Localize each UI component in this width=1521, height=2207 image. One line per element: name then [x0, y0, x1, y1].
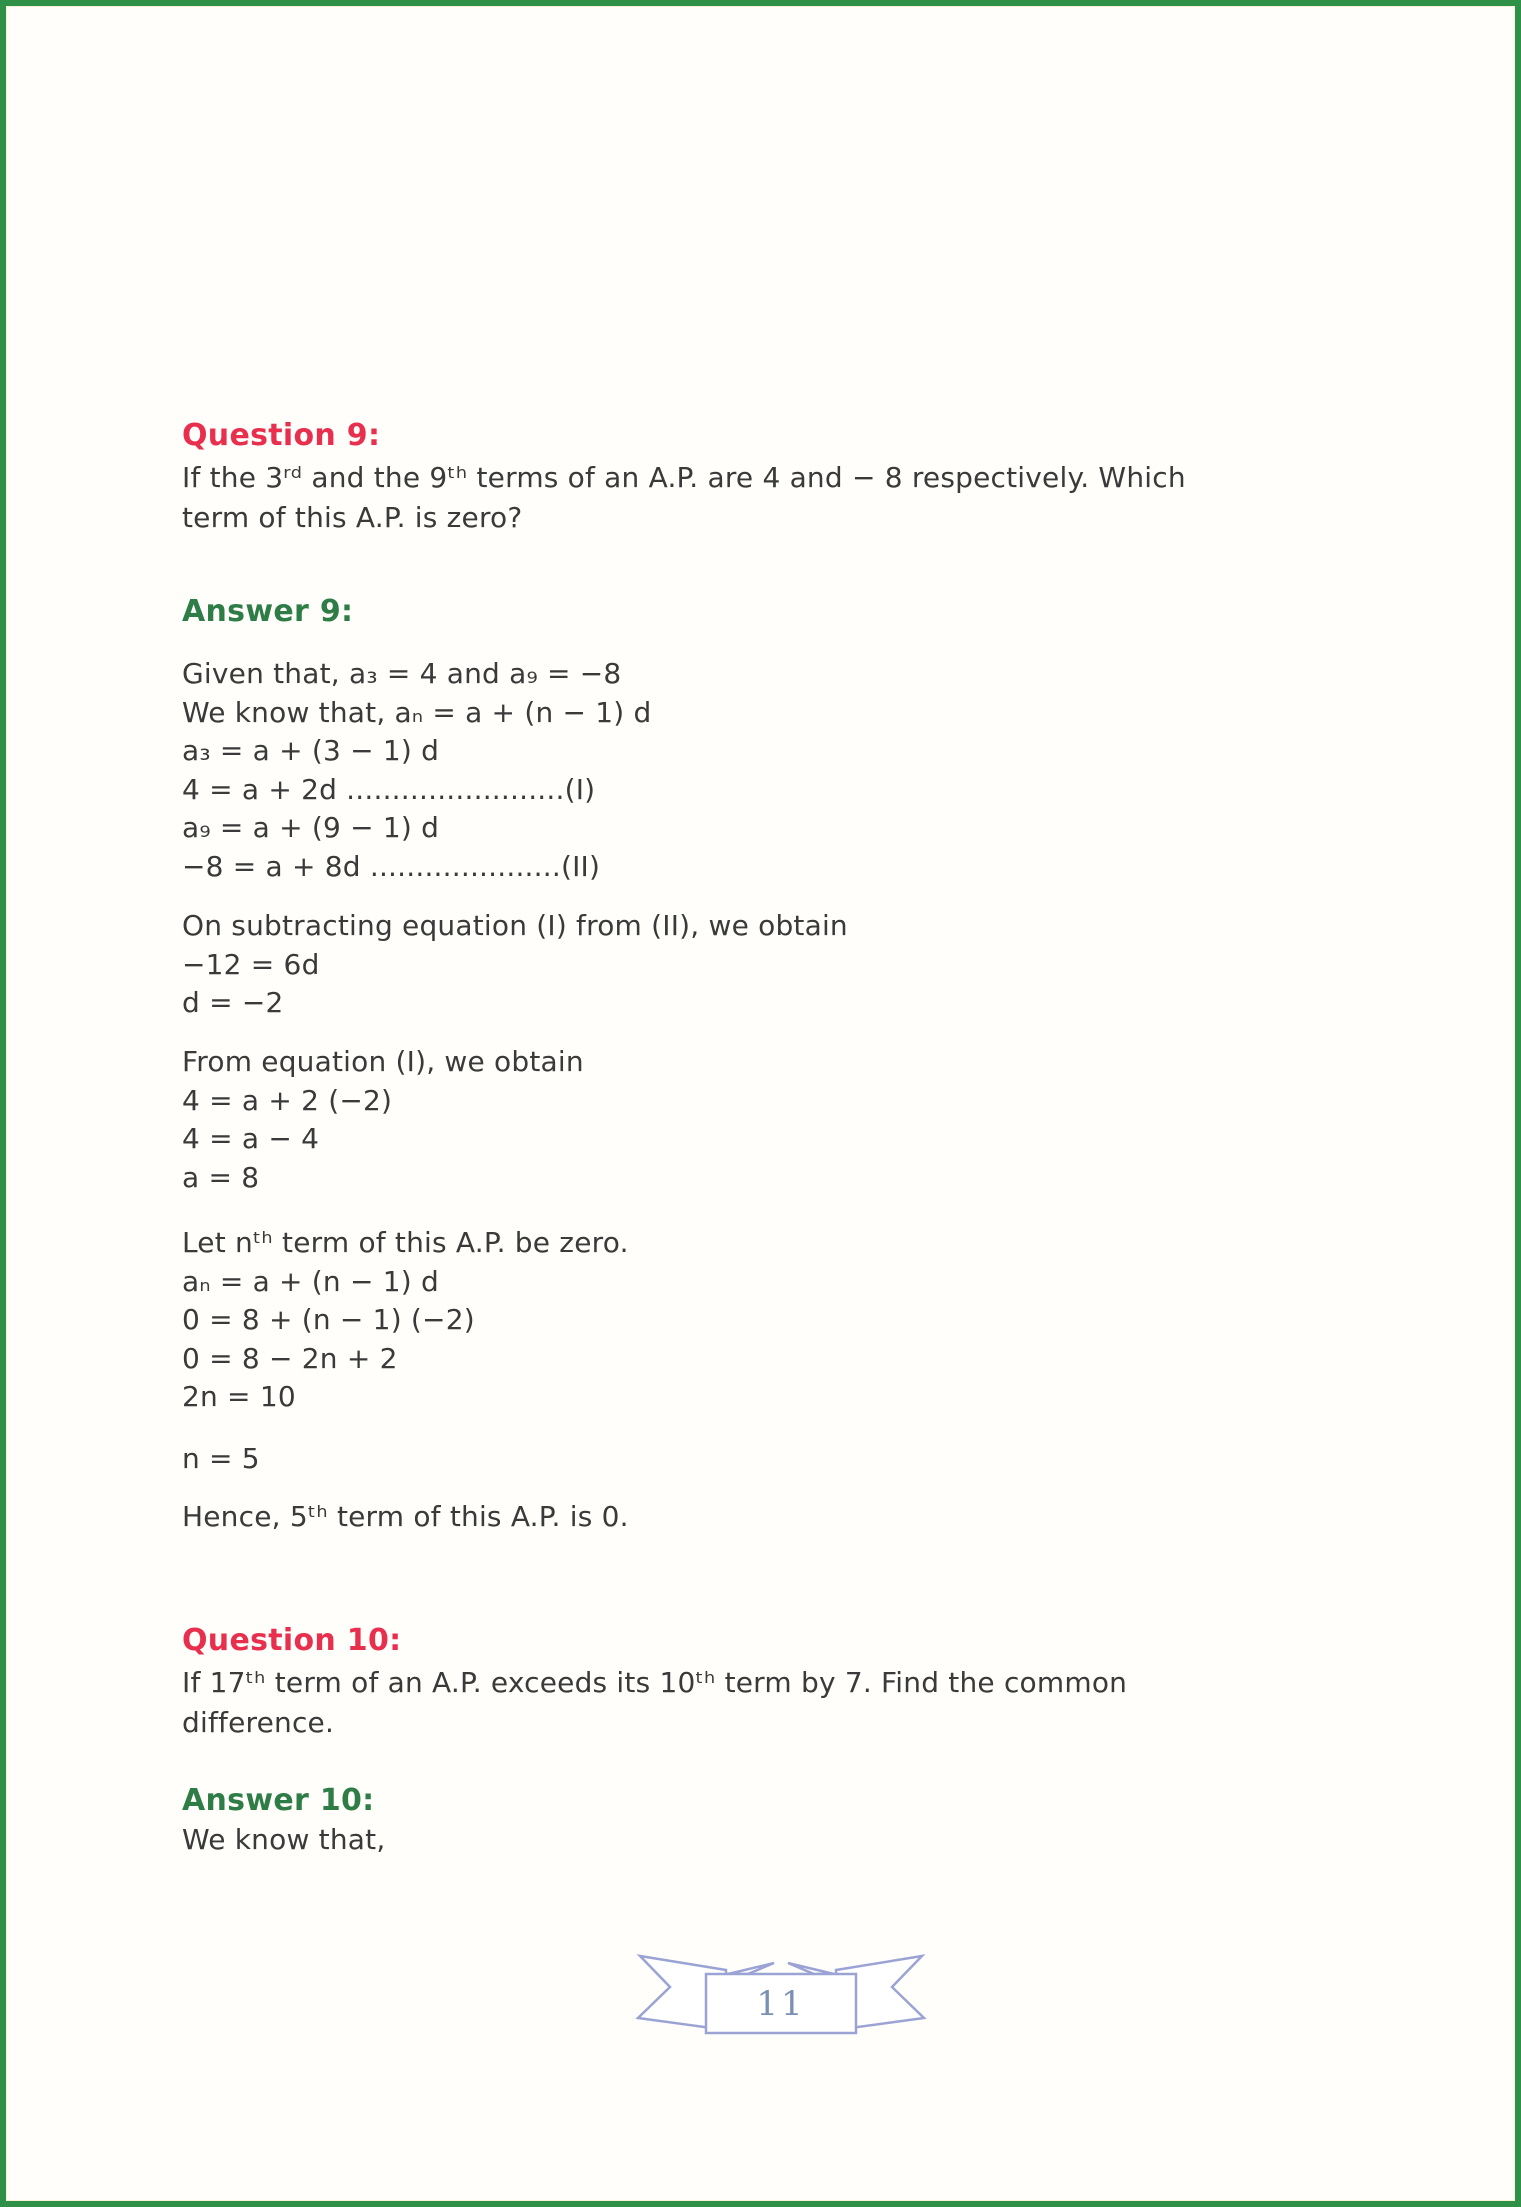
answer-10-line: We know that, — [182, 1823, 386, 1856]
equation-line: 4 = a − 4 — [182, 1122, 320, 1155]
answer-9-paragraph-1 — [182, 655, 1435, 886]
question-9-text — [182, 458, 1435, 538]
question-9-line: If the 3ʳᵈ and the 9ᵗʰ terms of an A.P. are 4 and − 8 respectively. Which — [182, 461, 1186, 494]
equation-line: 0 = 8 − 2n + 2 — [182, 1341, 398, 1375]
equation-line: 4 = a + 2 (−2) — [182, 1083, 393, 1117]
equation-line: 2n = 10 — [182, 1380, 296, 1413]
answer-9-paragraph-5 — [182, 1440, 1435, 1479]
equation-line: n = 5 — [182, 1442, 260, 1475]
question-10-line: If 17ᵗʰ term of an A.P. exceeds its 10ᵗʰ term by 7. Find the common — [182, 1666, 1128, 1699]
equation-line: aₙ = a + (n − 1) d — [182, 1264, 439, 1298]
equation-line: a = 8 — [182, 1160, 260, 1194]
answer-9-paragraph-3 — [182, 1043, 1435, 1197]
equation-line: On subtracting equation (I) from (II), we obtain — [182, 909, 848, 942]
answer-9-paragraph-4 — [182, 1224, 1435, 1417]
answer-9-conclusion — [182, 1498, 1435, 1537]
equation-line: −12 = 6d — [182, 947, 320, 981]
answer-10-text — [182, 1821, 1435, 1860]
page-number: 11 — [756, 1983, 806, 2024]
question-10-line: difference. — [182, 1706, 335, 1739]
equation-line: 0 = 8 + (n − 1) (−2) — [182, 1303, 475, 1336]
answer-9-heading: Answer 9: — [182, 594, 354, 629]
equation-line: Given that, a₃ = 4 and a₉ = −8 — [182, 657, 622, 690]
question-9-heading: Question 9: — [182, 418, 381, 453]
equation-line: −8 = a + 8d .....................(II) — [182, 849, 601, 883]
equation-line: From equation (I), we obtain — [182, 1045, 584, 1078]
conclusion-line: Hence, 5ᵗʰ term of this A.P. is 0. — [182, 1500, 629, 1533]
question-9-line: term of this A.P. is zero? — [182, 501, 523, 534]
answer-9-heading-block — [182, 594, 1435, 629]
equation-line: We know that, aₙ = a + (n − 1) d — [182, 695, 652, 729]
question-10-text — [182, 1663, 1435, 1743]
answer-10-heading: Answer 10: — [182, 1783, 375, 1818]
equation-line: a₉ = a + (9 − 1) d — [182, 811, 440, 844]
equation-line: a₃ = a + (3 − 1) d — [182, 734, 440, 767]
equation-line: 4 = a + 2d ........................(I) — [182, 772, 596, 806]
question-10-heading-block — [182, 1623, 1435, 1658]
equation-line: d = −2 — [182, 986, 284, 1019]
equation-line: Let nᵗʰ term of this A.P. be zero. — [182, 1226, 629, 1259]
answer-10-heading-block — [182, 1783, 1435, 1818]
question-9-heading-block — [182, 418, 1435, 453]
page-number-banner — [626, 1950, 936, 2042]
answer-9-paragraph-2 — [182, 907, 1435, 1023]
question-10-heading: Question 10: — [182, 1623, 402, 1658]
